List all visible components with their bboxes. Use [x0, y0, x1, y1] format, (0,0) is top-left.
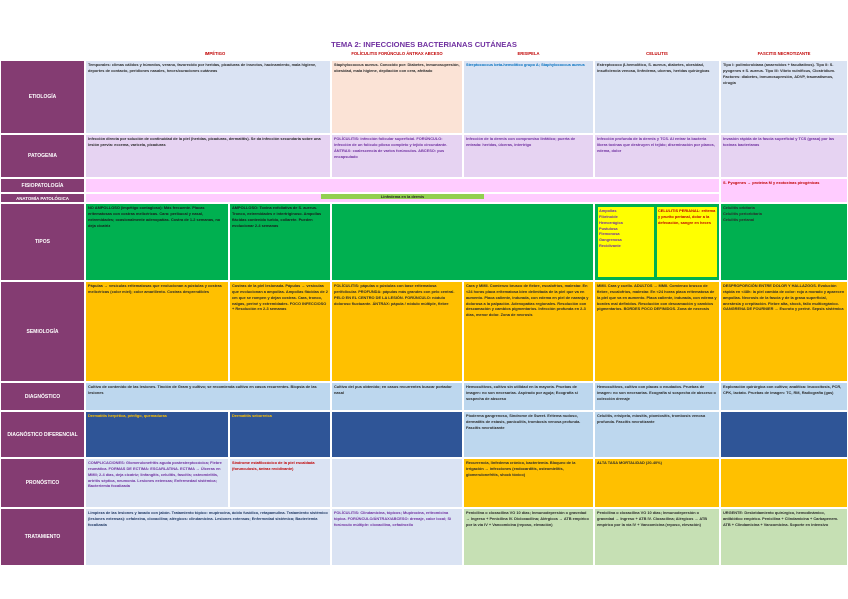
row-label-fisiopatologia: FISIOPATOLOGÍA	[0, 178, 85, 193]
cell-tipos-fascitis	[720, 203, 848, 281]
cell-pronostico-impetigo: COMPLICACIONES: Glomerulonefritis aguda postestreptocócica; Fiebre reumática. FORMAS DE ECTIMA: ESCARLATINA. ECTIMA → Úlceras en MMII; 2-4 días, deja cicatriz; linfangitis, celulitis, fascitis; osteomielitis, artritis séptica, neumonía. Lesiones extensas; Enfermedad sistémica; Bacteriemia focalizada	[85, 458, 229, 508]
erisipela-tipo-item: Hemorrágica	[599, 219, 623, 225]
cell-difdiag-foliculitis	[331, 411, 463, 458]
cell-etiologia-fascitis: Tipo I: polimicrobiana (anaerobios + facultativos). Tipo II: S. pyogenes ± S. aureus. Tipo III: Vibrio vulnificus, Clostridium. Factores: diabetes, inmunosupresión, ADVP, traumatismos, cirugía	[720, 60, 848, 134]
cell-semiologia-celulitis: MMII. Cara y cuello. ADULTOS → MMII. Comienzo brusco de fiebre, escalofríos, malestar. En <24 horas placa eritematosa de la piel que va en aumento. Placa caliente, indurada, con edema y bordes mal definidos. Resolución con descamación y cambios pigmentarios. BORDES POCO DEFINIDOS. Zona de necrosis	[594, 281, 720, 382]
row-label-tratamiento: TRATAMIENTO	[0, 508, 85, 566]
cell-semiologia-impetigo: Pápulas → vesículas eritematosas que evolucionan a pústulas y costras melicéricas (color miel); color amarillento. Costras desprendibles	[85, 281, 229, 382]
cell-difdiag-celulitis: Celulitis, erisipela, miositis, piomiositis, trombosis venosa profunda. Fascitis necrotizante	[594, 411, 720, 458]
cell-tratamiento-celulitis: Penicilina o cloxacilina VO 10 días; Inmunodepresión o gravedad → Ingreso + ATB IV. Cloxacilina; Alérgicos → ATB empírico por la vía IV + Vancomicina (reposo, elevación)	[594, 508, 720, 566]
cell-pronostico-celulitis: ALTA TASA MORTALIDAD (20-40%)	[594, 458, 720, 508]
row-label-semiologia: SEMIOLOGÍA	[0, 281, 85, 382]
row-label-anatomia: ANATOMÍA PATOLÓGICA	[0, 193, 85, 203]
cell-difdiag-fascitis	[720, 411, 848, 458]
cell-patogenia-foliculitis: FOLÍCULITIS: infección folicular superficial. FORÚNCULO: infección de un folículo piloso completo y tejido circundante. ÁNTRAX: coalescencia de varios forúnculos. ABCESO: pus encapsulado	[331, 134, 463, 178]
cell-pronostico-foliculitis	[331, 458, 463, 508]
cell-tipos-foliculitis-erisipela	[331, 203, 594, 281]
erisipela-tipo-item: Gangrenosa	[599, 237, 622, 243]
erisipela-tipo-item: Pustulosa	[599, 225, 618, 231]
cell-anatomia-span	[85, 193, 720, 203]
cell-tipos-impetigo-no-ampolloso: NO AMPOLLOSO (impétigo contagioso): Más frecuente. Placas eritematosas con costras melicéricas. Cara: peribucal y nasal, extremidades; ocasionalmente adenopatías. Costra de 1-2 semanas, no deja cicatriz	[85, 203, 229, 281]
cell-difdiag-erisipela: Pioderma gangrenoso, Síndrome de Sweet. Eritema nudoso, dermatitis de estasis, paniculitis, trombosis venosa profunda. Fascitis necrotizante	[463, 411, 594, 458]
celulitis-perianal-box: CELULITIS PERIANAL: eritema y prurito perianal, dolor a la defecación, sangre en heces	[657, 207, 717, 277]
erisipela-tipo-item: Fibrinoide	[599, 213, 618, 219]
cell-pronostico-ampolloso: Síndrome estafilocócico de la piel escaldada (forunculosis, ántrax recidivante)	[229, 458, 331, 508]
col-header-foliculitis: FOLÍCULITIS FORÚNCULO ÁNTRAX ABCESO	[351, 51, 443, 56]
erisipela-tipo-item: Ampollas	[599, 208, 617, 213]
col-header-impetigo: IMPÉTIGO	[204, 51, 226, 56]
cell-patogenia-erisipela: Infección de la dermis con compromiso linfático; puerta de entrada: heridas, úlceras, intertrigo	[463, 134, 594, 178]
cell-diagnostico-impetigo: Cultivo de contenido de las lesiones. Tinción de Gram y cultivo; se recomienda cultivo en casos recurrentes. Biopsia de las lesiones	[85, 382, 331, 411]
row-label-diagnostico: DIAGNÓSTICO	[0, 382, 85, 411]
celulitis-tipo-item: Celulitis periorbitaria	[723, 210, 762, 216]
cell-diagnostico-celulitis: Hemocultivos, cultivo con placas o exudados. Pruebas de imagen: no son necesarias. Ecografía si sospecha de absceso o colección drenaje	[594, 382, 720, 411]
erisipela-tipo-item: Flemonosa	[599, 231, 620, 237]
cell-tratamiento-impetigo: Limpieza de las lesiones y lavado con jabón. Tratamiento tópico: mupirocina, ácido fusídico, retapamulina. Tratamiento sistémico (lesiones extensas): cefalexina, cloxacilina; alérgicos: clindamicina. Lesiones extensas; Enfermedad sistémica; Bacteriemia focalizada	[85, 508, 331, 566]
cell-tratamiento-foliculitis: FOLÍCULITIS: Clindamicina, tópicos; Mupirocina, eritromicina tópica. FORÚNCULO/ÁNTRAX/ABCESO: drenaje, calor local; Si forúnculo múltiple: cloxacilina, cefadroxilo	[331, 508, 463, 566]
cell-etiologia-erisipela: Streptococcus beta-hemolítico grupo A; Staphylococcus aureus	[463, 60, 594, 134]
erisipela-tipos-box	[598, 207, 654, 277]
row-label-etiologia: ETIOLOGÍA	[0, 60, 85, 134]
page-title: TEMA 2: INFECCIONES BACTERIANAS CUTÁNEAS	[331, 40, 517, 49]
row-label-tipos: TIPOS	[0, 203, 85, 281]
cell-etiologia-celulitis: Estreptococo β-hemolítico, S. aureus, diabetes, obesidad, insuficiencia venosa, linfedema, ulceras, heridas quirúrgicas	[594, 60, 720, 134]
row-label-pronostico: PRONÓSTICO	[0, 458, 85, 508]
cell-etiologia-impetigo: Temporales: climas cálidos y húmedos, verano, favorecido por heridas, picaduras de insectos, hacinamiento, mala higiene, deportes de contacto, peridiones nasales, heces/curaciones cutáneas	[85, 60, 331, 134]
cell-tipos-impetigo-ampolloso: AMPOLLOSO: Toxina exfoliativa de S. aureus. Tronco, extremidades e intertriginoso. Ampollas flácidas contenido turbio, collarete. Pueden evolucionar 2-4 semanas	[229, 203, 331, 281]
row-label-patogenia: PATOGENIA	[0, 134, 85, 178]
cell-pronostico-fascitis	[720, 458, 848, 508]
cell-tipos-celulitis	[594, 203, 720, 281]
cell-difdiag-impetigo: Dermatitis herpética, pénfigo, quemaduras	[85, 411, 229, 458]
cell-etiologia-foliculitis: Staphylococcus aureus. Conocido por: Diabetes, inmunosupresión, obesidad, mala higiene, depilación con cera, afeitado	[331, 60, 463, 134]
column-header-row	[85, 51, 848, 60]
cell-diagnostico-foliculitis: Cultivo del pus obtenido; en casos recurrentes buscar portador nasal	[331, 382, 463, 411]
cell-pronostico-erisipela: Recurrencia, linfedema crónico, bacteriemia. Bloqueo de la irrigación → infecciones (endocarditis, osteomielitis, glomerulonefritis, shock tóxico)	[463, 458, 594, 508]
erisipela-tipo-item: Recidivante	[599, 243, 621, 249]
anatomia-erisipela-note: Linfedema en la dermis	[321, 194, 484, 199]
cell-diagnostico-erisipela: Hemocultivos, cultivo sin utilidad en la mayoría. Pruebas de imagen: no son necesarias. Aspirado por aguja; Ecografía si sospecha de absceso	[463, 382, 594, 411]
celulitis-tipo-item: Celulitis perianal	[723, 216, 755, 222]
cell-patogenia-celulitis: Infección profunda de la dermis y TCS. Al entrar la bacteria libera toxinas que destruyen el tejido; diseminación por planos, edema, dolor	[594, 134, 720, 178]
col-header-erisipela: ERISIPELA	[517, 51, 540, 56]
cell-diagnostico-fascitis: Exploración quirúrgica con cultivo; analítica: leucocitosis, PCR, CPK, lactato. Pruebas de imagen: TC, RM, Radiografía (gas)	[720, 382, 848, 411]
row-label-diagnostico-diferencial: DIAGNÓSTICO DIFERENCIAL	[0, 411, 85, 458]
cell-tratamiento-erisipela: Penicilina o cloxacilina VO 10 días; Inmunodepresión o gravedad → Ingreso + Penicilina IV. Dicloxacilina; Alérgicos → ATB empírico por la vía IV + Vancomicina (reposo, elevación)	[463, 508, 594, 566]
cell-fisiopatologia-span	[85, 178, 720, 193]
cell-semiologia-erisipela: Cara y MMII. Comienzo brusco de fiebre, escalofríos, malestar. En <24 horas placa eritematosa bien delimitada de la piel que va en aumento. Placa caliente, indurada, con edema en piel de naranja y dolorosa a la palpación. Adenopatías regionales. Resolución con descamación y cambios pigmentarios. Infección profunda en 2-3 días, menor dolor. Zona de necrosis	[463, 281, 594, 382]
celulitis-tipo-item: Celulitis orbitaria	[723, 205, 755, 210]
cell-patogenia-impetigo: Infección directa por solución de continuidad de la piel (heridas, picaduras, dermatitis). Se da infección secundaria sobre una lesión previa: eccema, varicela, picaduras	[85, 134, 331, 178]
cell-tratamiento-fascitis: URGENTE: Desbridamiento quirúrgico, hemodinámico, antibiótico empírico. Penicilina + Clindamicina + Carbapenem. ATB + Clindamicina + Vancomicina. Soporte en intensivo	[720, 508, 848, 566]
cell-semiologia-fascitis: DESPROPORCIÓN ENTRE DOLOR Y HALLAZGOS. Evolución rápida en <48h: la piel cambia de color: rojo a morado y aparecen ampollas. Necrosis de la fascia y de la grasa superficial, anestesia y crepitación. Fiebre alta, shock, fallo multiorgánico. GANGRENA DE FOURNIER → Escroto y periné. Sepsis sistémica	[720, 281, 848, 382]
cell-fisiopatologia-fascitis: S. Pyogenes → proteína M y exotoxinas pirogénicas	[720, 178, 848, 203]
cell-semiologia-ampolloso: Costras de la piel lesionada. Pápulas → vesículas que evolucionan a ampollas. Ampollas flácidas de 2 cm que se rompen y dejan costras. Cara, tronco, nalgas, periné y extremidades. FOCO INFECCIOSO + Resolución en 2-3 semanas	[229, 281, 331, 382]
cell-patogenia-fascitis: Invasión rápida de la fascia superficial y TCS (grasa) por las toxinas bacterianas	[720, 134, 848, 178]
cell-semiologia-foliculitis: FOLÍCULITIS: pápulas o pústulas con base eritematosa perifolicular. PROFUNDA: pápulas más grandes con pelo central. PELO EN EL CENTRO DE LA LESIÓN. FORÚNCULO: nódulo doloroso fluctuante. ÁNTRAX: pápula / nódulo múltiple, fiebre	[331, 281, 463, 382]
col-header-fascitis: FASCITIS NECROTIZANTE	[757, 51, 811, 56]
cell-difdiag-ampolloso: Dermatitis seborreica	[229, 411, 331, 458]
col-header-celulitis: CELULITIS	[646, 51, 668, 56]
